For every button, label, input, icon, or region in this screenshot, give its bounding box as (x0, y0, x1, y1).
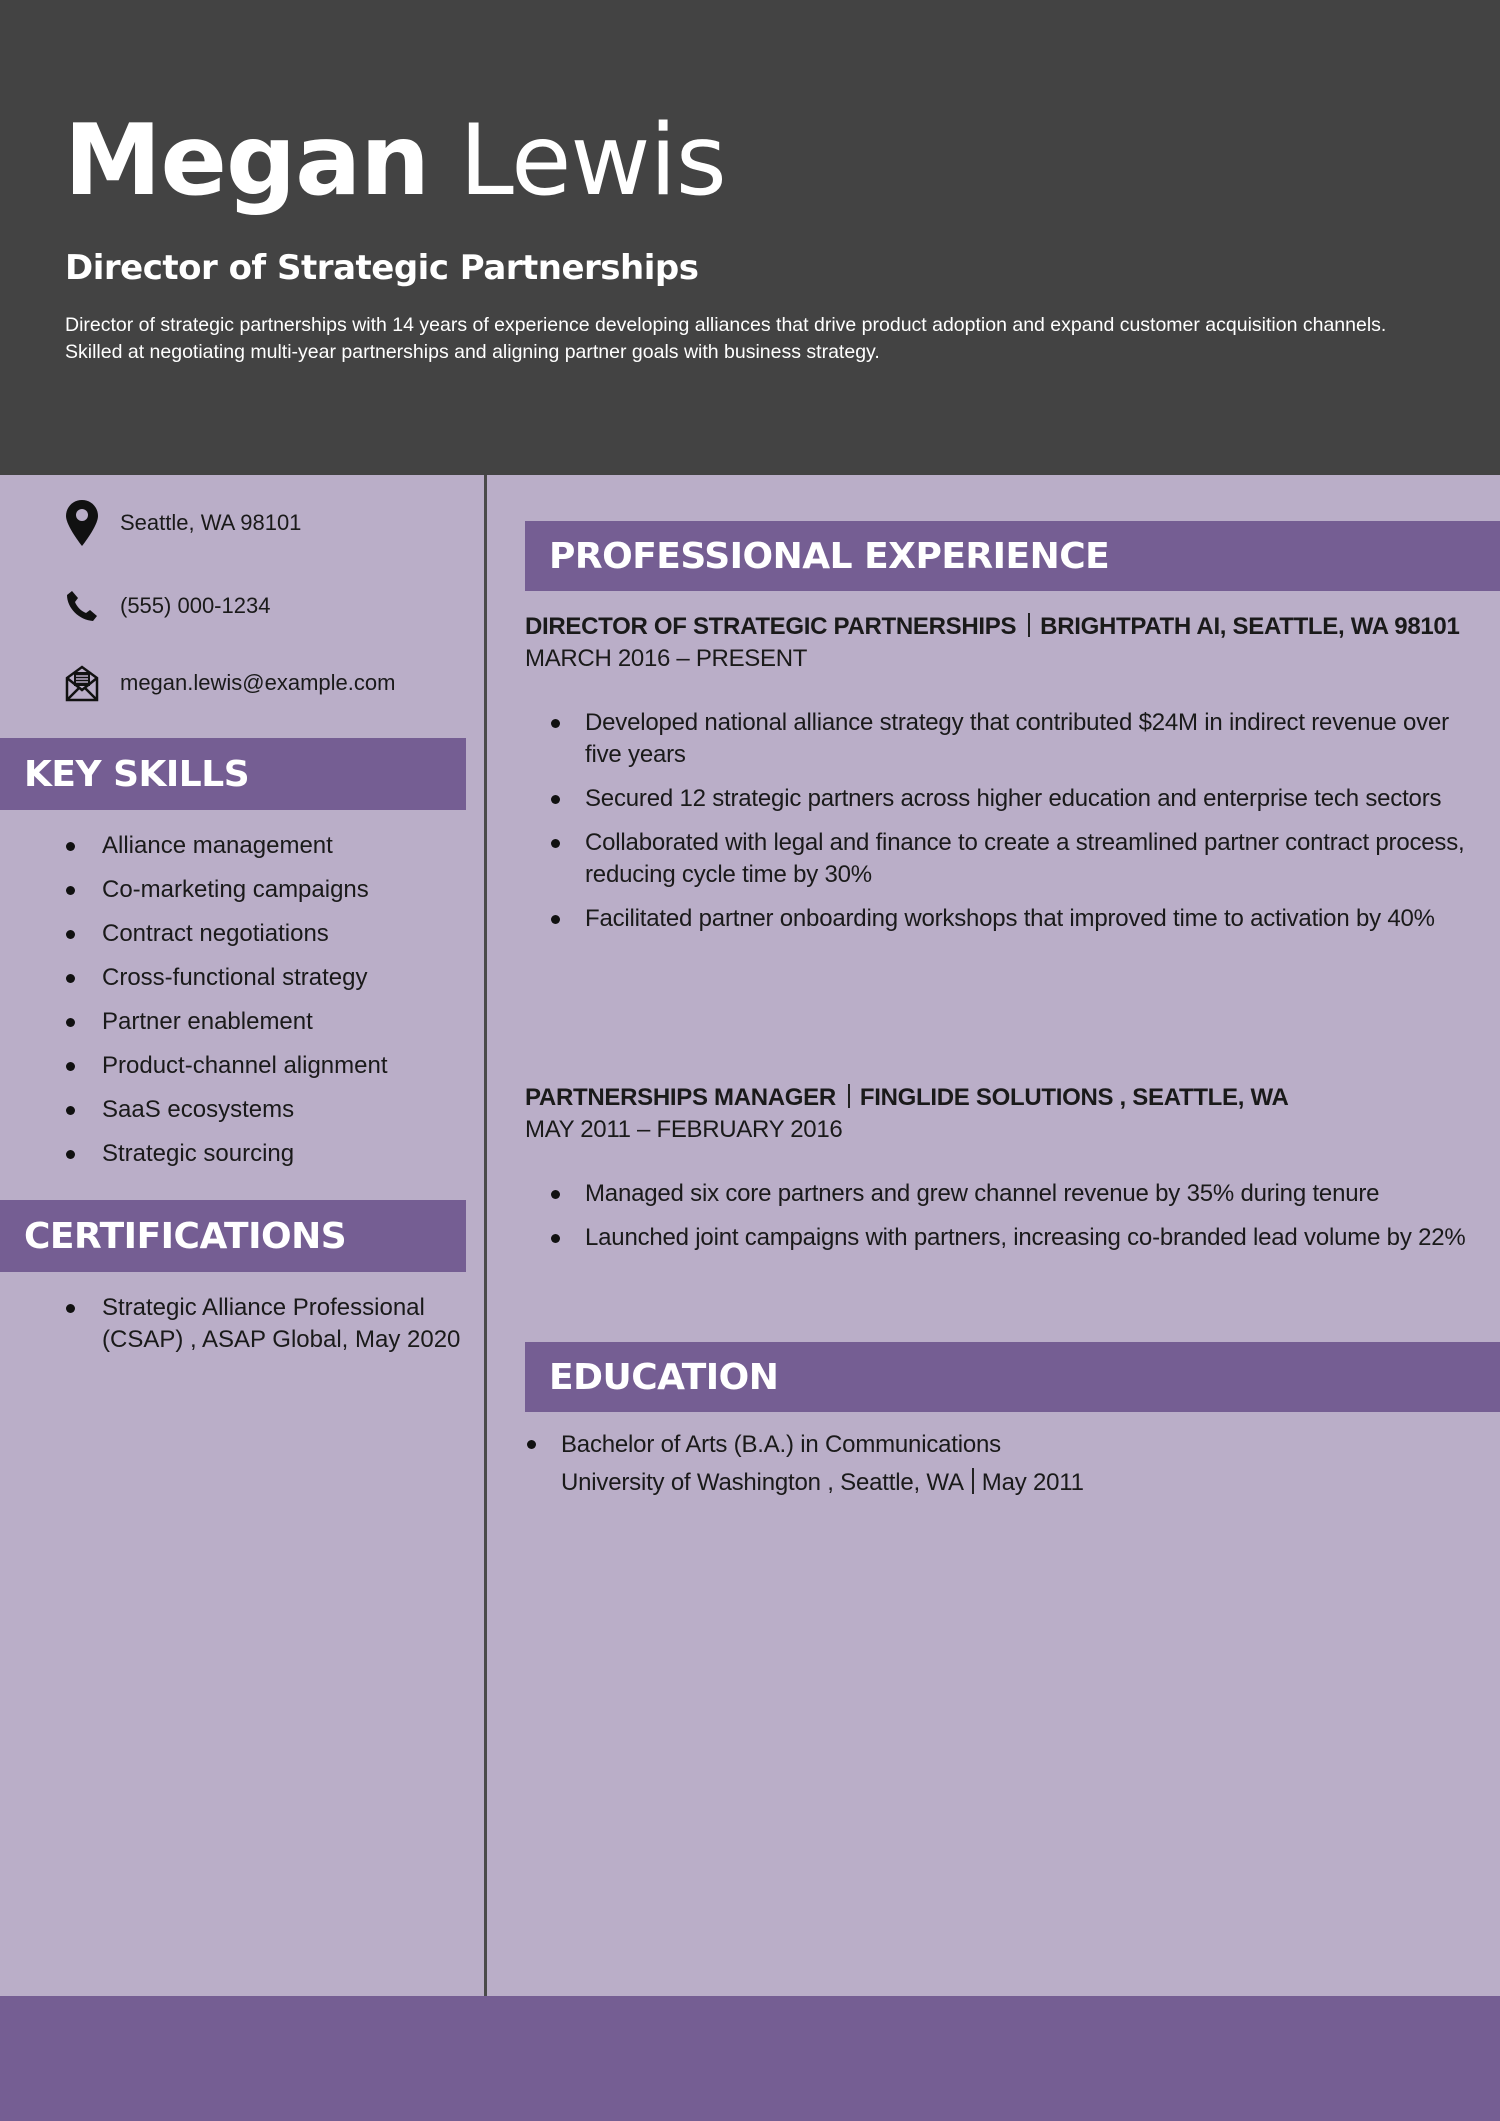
section-heading-experience (525, 521, 1500, 591)
graduation-date: May 2011 (981, 1469, 1084, 1496)
degree: Bachelor of Arts (B.A.) in Communications (561, 1431, 1001, 1458)
job-role: DIRECTOR OF STRATEGIC PARTNERSHIPS (525, 613, 1017, 640)
school: University of Washington , Seattle, WA (561, 1469, 964, 1496)
column-divider (484, 475, 487, 2121)
job-bullet: Developed national alliance strategy that contributed $24M in indirect revenue over five years (585, 707, 1475, 771)
skill-item: Strategic sourcing (64, 1138, 388, 1170)
separator (848, 1084, 850, 1108)
education-entry (525, 1426, 1084, 1502)
separator (972, 1468, 974, 1494)
job-dates: MAY 2011 – FEBRUARY 2016 (525, 1116, 843, 1143)
skill-item: Alliance management (64, 830, 388, 862)
map-pin-icon (64, 505, 100, 541)
job-entry (525, 1082, 1475, 1266)
phone-icon (64, 588, 100, 624)
job-bullet: Launched joint campaigns with partners, increasing co-branded lead volume by 22% (585, 1222, 1475, 1254)
experience-heading: PROFESSIONAL EXPERIENCE (549, 535, 1110, 577)
section-heading-certifications (0, 1200, 466, 1272)
job-bullet: Managed six core partners and grew channel revenue by 35% during tenure (585, 1178, 1475, 1210)
envelope-open-icon (64, 665, 100, 701)
job-heading (525, 1082, 1475, 1114)
skill-item: SaaS ecosystems (64, 1094, 388, 1126)
job-entry (525, 611, 1475, 947)
job-title: Director of Strategic Partnerships (65, 248, 699, 288)
bullet (527, 1440, 536, 1449)
first-name: Megan (64, 104, 430, 218)
footer-band (0, 1996, 1500, 2121)
job-bullet: Facilitated partner onboarding workshops that improved time to activation by 40% (585, 903, 1475, 935)
certifications-list (64, 1292, 464, 1368)
skill-item: Cross-functional strategy (64, 962, 388, 994)
job-bullets (525, 707, 1475, 935)
section-heading-key-skills (0, 738, 466, 810)
phone-text: (555) 000-1234 (120, 593, 271, 618)
job-heading (525, 611, 1475, 643)
skill-item: Co-marketing campaigns (64, 874, 388, 906)
key-skills-heading: KEY SKILLS (24, 753, 250, 795)
skill-item: Product-channel alignment (64, 1050, 388, 1082)
skills-list (64, 830, 388, 1182)
job-company: BRIGHTPATH AI, SEATTLE, WA 98101 (1040, 613, 1460, 640)
candidate-name (64, 104, 726, 218)
skill-item: Contract negotiations (64, 918, 388, 950)
contact-phone (64, 588, 270, 624)
location-text: Seattle, WA 98101 (120, 510, 302, 535)
email-text[interactable]: megan.lewis@example.com (120, 670, 396, 695)
contact-email (64, 665, 395, 701)
section-heading-education (525, 1342, 1500, 1412)
job-role: PARTNERSHIPS MANAGER (525, 1084, 836, 1111)
last-name: Lewis (459, 104, 726, 218)
education-heading: EDUCATION (549, 1356, 779, 1398)
professional-summary: Director of strategic partnerships with 14 years of experience developing alliances that drive product adoption and expand customer acquisition channels. Skilled at negotiating multi-year partnerships and aligning partner goals with business strategy. (65, 314, 1387, 363)
contact-location (64, 505, 301, 541)
job-bullet: Collaborated with legal and finance to create a streamlined partner contract process, reducing cycle time by 30% (585, 827, 1475, 891)
job-bullet: Secured 12 strategic partners across higher education and enterprise tech sectors (585, 783, 1475, 815)
separator (1028, 613, 1030, 637)
job-bullets (525, 1178, 1475, 1254)
job-dates: MARCH 2016 – PRESENT (525, 645, 808, 672)
certifications-heading: CERTIFICATIONS (24, 1215, 347, 1257)
skill-item: Partner enablement (64, 1006, 388, 1038)
job-company: FINGLIDE SOLUTIONS , SEATTLE, WA (859, 1084, 1289, 1111)
resume-header (0, 0, 1500, 475)
certification-item: Strategic Alliance Professional (CSAP) , ASAP Global, May 2020 (64, 1292, 464, 1356)
